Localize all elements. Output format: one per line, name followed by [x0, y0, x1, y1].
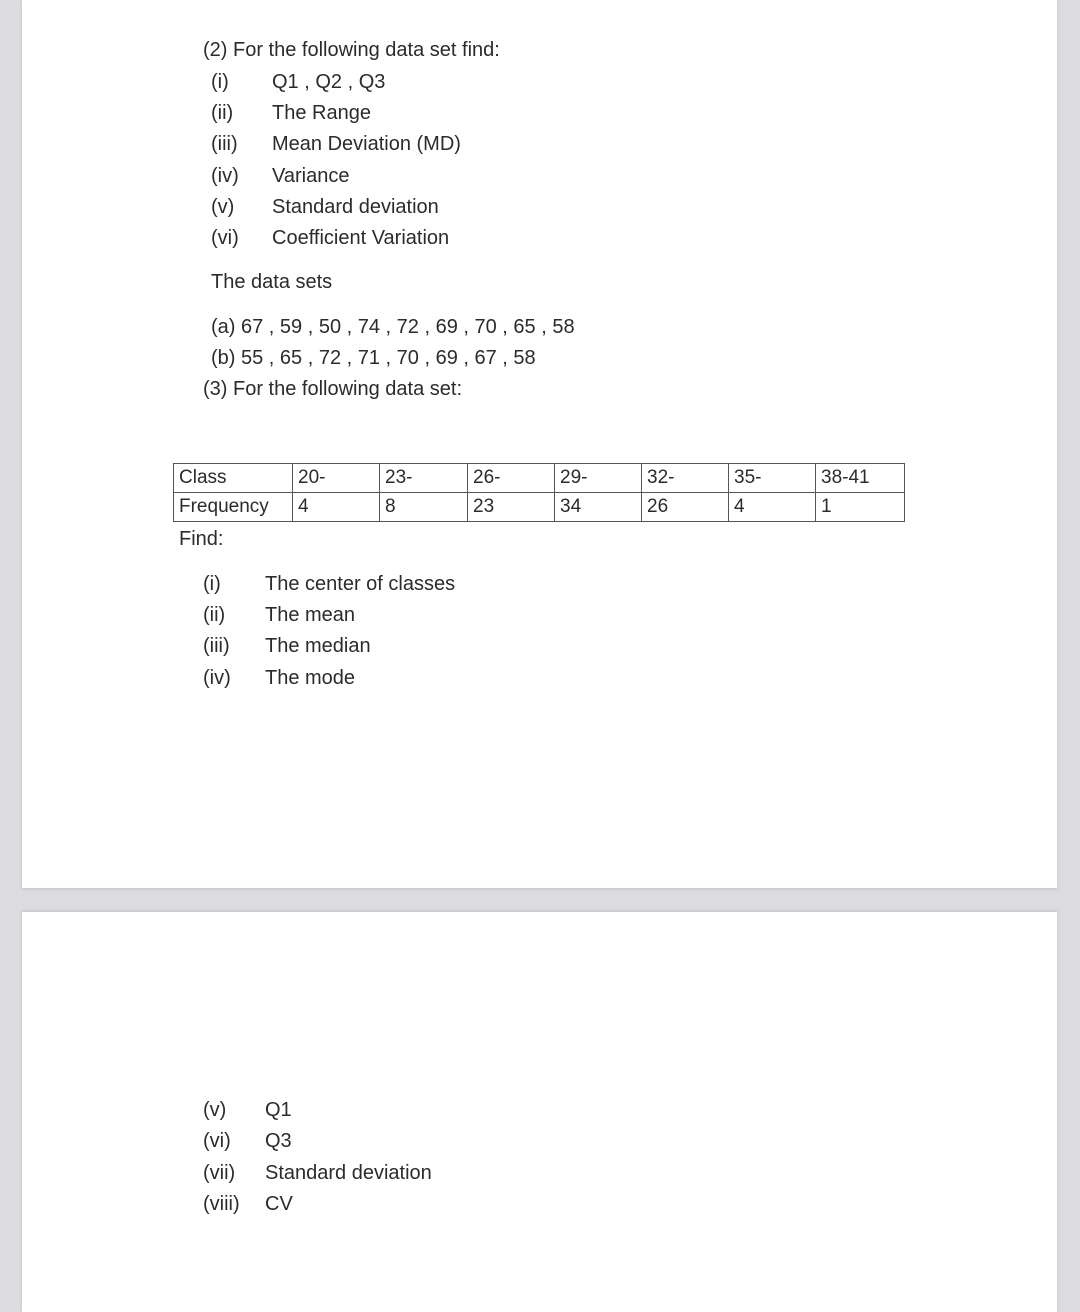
datasets-label: The data sets [211, 271, 333, 293]
q3-item-8-text: CV [265, 1193, 293, 1215]
q3-item-4-number: (iv) [203, 667, 231, 689]
dataset-a: (a) 67 , 59 , 50 , 74 , 72 , 69 , 70 , 65 , 58 [211, 316, 575, 338]
q2-item-5-number: (v) [211, 196, 235, 218]
table-row-frequency [174, 493, 905, 522]
frequency-table [173, 463, 905, 522]
q2-item-2-text: The Range [272, 102, 371, 124]
q3-item-4-text: The mode [265, 667, 356, 689]
q2-item-1-text: Q1 , Q2 , Q3 [272, 71, 386, 93]
q3-item-6-text: Q3 [265, 1130, 292, 1152]
q3-item-2-text: The mean [265, 604, 356, 626]
q2-item-4-number: (iv) [211, 165, 239, 187]
q3-item-6-number: (vi) [203, 1130, 231, 1152]
q3-item-1-number: (i) [203, 573, 221, 595]
question-3-heading: (3) For the following data set: [203, 378, 463, 400]
q3-item-5-text: Q1 [265, 1099, 292, 1121]
q2-item-5-text: Standard deviation [272, 196, 439, 218]
q3-item-1-text: The center of classes [265, 573, 456, 595]
question-2-heading: (2) For the following data set find: [203, 39, 500, 61]
class-cell: 38-41 [816, 464, 905, 493]
frequency-cell: 26 [642, 493, 729, 522]
class-cell: 35- [729, 464, 816, 493]
frequency-cell: 4 [293, 493, 380, 522]
class-cell: 20- [293, 464, 380, 493]
row-header-class: Class [174, 464, 293, 493]
frequency-cell: 1 [816, 493, 905, 522]
class-cell: 32- [642, 464, 729, 493]
q3-item-3-number: (iii) [203, 635, 230, 657]
frequency-cell: 8 [380, 493, 468, 522]
dataset-b: (b) 55 , 65 , 72 , 71 , 70 , 69 , 67 , 58 [211, 347, 536, 369]
q3-item-7-text: Standard deviation [265, 1162, 432, 1184]
class-cell: 23- [380, 464, 468, 493]
document-page-1 [22, 0, 1057, 888]
q3-item-5-number: (v) [203, 1099, 227, 1121]
class-cell: 26- [468, 464, 555, 493]
q3-item-7-number: (vii) [203, 1162, 236, 1184]
q2-item-3-number: (iii) [211, 133, 238, 155]
q2-item-2-number: (ii) [211, 102, 234, 124]
q2-item-1-number: (i) [211, 71, 229, 93]
frequency-cell: 4 [729, 493, 816, 522]
class-cell: 29- [555, 464, 642, 493]
q3-item-3-text: The median [265, 635, 371, 657]
q3-item-2-number: (ii) [203, 604, 226, 626]
q2-item-6-text: Coefficient Variation [272, 227, 450, 249]
q2-item-6-number: (vi) [211, 227, 239, 249]
q2-item-3-text: Mean Deviation (MD) [272, 133, 461, 155]
table-row-class [174, 464, 905, 493]
frequency-cell: 34 [555, 493, 642, 522]
q3-item-8-number: (viii) [203, 1193, 240, 1215]
q2-item-4-text: Variance [272, 165, 350, 187]
document-page-2 [22, 912, 1057, 1312]
row-header-frequency: Frequency [174, 493, 293, 522]
frequency-cell: 23 [468, 493, 555, 522]
find-label: Find: [179, 528, 224, 550]
